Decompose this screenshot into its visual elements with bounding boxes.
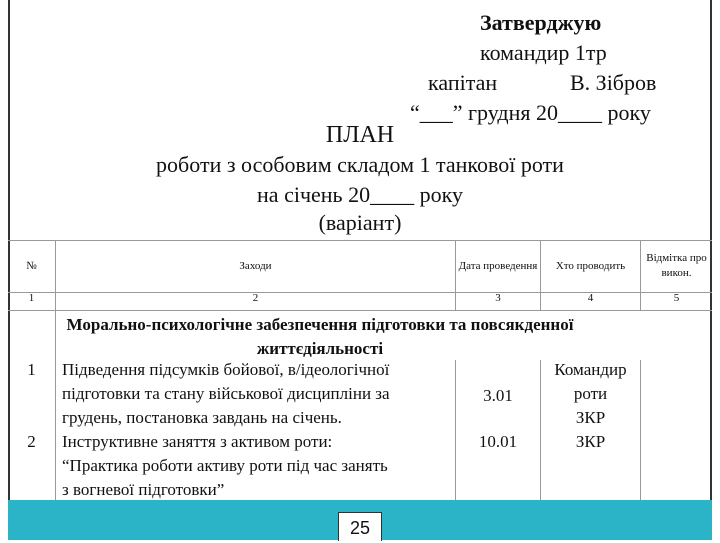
page-number: 25 xyxy=(338,512,382,541)
col-num-2: 2 xyxy=(252,292,259,304)
col-divider-4b xyxy=(640,360,641,500)
plan-variant: (варіант) xyxy=(318,210,402,235)
plan-subtitle: роботи з особовим складом 1 танкової роти xyxy=(156,152,564,177)
row-2-measure-line: Інструктивне заняття з активом роти: xyxy=(62,432,333,451)
approval-title: Затверджую xyxy=(480,10,602,35)
row-1-responsible-line: ЗКР xyxy=(575,408,606,427)
header-date: Дата проведення xyxy=(458,259,538,272)
row-2-responsible xyxy=(541,430,640,454)
plan-period: на січень 20____ року xyxy=(257,182,463,207)
row-2-measure-line: “Практика роботи активу роти під час занять xyxy=(62,456,388,475)
row-1-responsible xyxy=(541,358,640,430)
header-responsible: Хто проводить xyxy=(555,259,626,272)
row-1-responsible-line: Командир xyxy=(554,360,627,379)
row-1-measure-line: підготовки та стану військової дисципліни за xyxy=(62,384,390,403)
approval-position: командир 1тр xyxy=(480,40,607,65)
header-measures: Заходи xyxy=(239,259,272,272)
section-title: Морально-психологічне забезпечення підготовки та повсякденної життєдіяльності xyxy=(66,315,574,358)
row-1-measure-line: грудень, постановка завдань на січень. xyxy=(62,408,342,427)
approval-date: “___” грудня 20____ року xyxy=(410,100,651,125)
row-1-responsible-line: роти xyxy=(573,384,608,403)
row-2-date: 10.01 xyxy=(478,432,518,451)
row-2-responsible-line: ЗКР xyxy=(575,432,606,451)
col-num-4: 4 xyxy=(587,292,594,304)
col-num-5: 5 xyxy=(673,292,680,304)
row-1-measure-line: Підведення підсумків бойової, в/ідеологічної xyxy=(62,360,390,379)
col-num-1: 1 xyxy=(28,292,35,304)
row-2-number: 2 xyxy=(27,432,36,451)
header-mark: Відмітка про викон. xyxy=(646,252,707,279)
row-1-date: 3.01 xyxy=(483,386,513,405)
numbers-divider xyxy=(8,310,712,311)
approval-rank: капітан xyxy=(428,70,498,95)
row-1-number: 1 xyxy=(27,360,36,379)
row-1-measure xyxy=(62,358,452,430)
col-num-3: 3 xyxy=(495,292,501,304)
plan-heading: ПЛАН xyxy=(325,122,395,148)
approval-name: В. Зібров xyxy=(570,70,657,95)
header-number: № xyxy=(26,259,37,272)
row-2-measure-line: з вогневої підготовки” xyxy=(62,480,225,499)
row-2-measure xyxy=(62,430,452,502)
